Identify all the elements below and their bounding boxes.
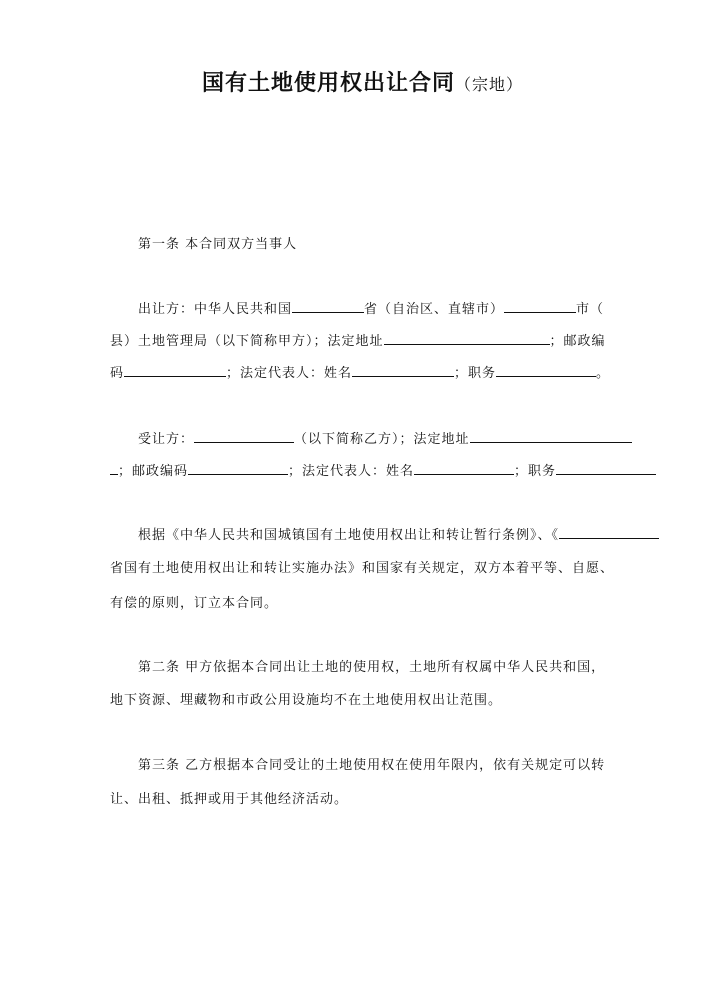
grantee-text-2c: ；职务 bbox=[514, 464, 557, 479]
grantor-text-2b: ；邮政编 bbox=[549, 334, 606, 349]
grantor-text-1c: 市（ bbox=[576, 302, 605, 317]
grantee-postcode-blank bbox=[188, 463, 288, 475]
article3-line-1: 第三条 乙方根据本合同受让的土地使用权在使用年限内，依有关规定可以转 bbox=[138, 758, 606, 773]
grantee-address-blank-cont bbox=[110, 463, 118, 475]
grantor-text-3a: 码 bbox=[110, 366, 125, 381]
grantee-text-1a: 受让方： bbox=[138, 432, 195, 447]
grantor-text-1b: 省（自治区、直辖市） bbox=[364, 302, 505, 317]
grantor-line-2 bbox=[110, 330, 606, 349]
grantor-rep-name-blank bbox=[352, 365, 454, 377]
grantor-text-3c: ；职务 bbox=[454, 366, 497, 381]
grantor-address-blank bbox=[384, 333, 550, 345]
grantee-address-blank bbox=[470, 431, 632, 443]
province-blank bbox=[292, 301, 364, 313]
grantee-rep-name-blank bbox=[414, 463, 514, 475]
article2-line-2: 地下资源、埋藏物和市政公用设施均不在土地使用权出让范围。 bbox=[110, 693, 503, 708]
grantor-text-2a: 县）土地管理局（以下简称甲方）；法定地址 bbox=[110, 334, 384, 349]
grantee-position-blank bbox=[556, 463, 656, 475]
grantor-text-3b: ；法定代表人：姓名 bbox=[226, 366, 353, 381]
grantee-text-1b: （以下简称乙方）；法定地址 bbox=[294, 432, 470, 447]
title-sub: （宗地） bbox=[455, 75, 524, 94]
grantee-name-blank bbox=[194, 431, 294, 443]
city-blank bbox=[504, 301, 576, 313]
article3-line-2: 让、出租、抵押或用于其他经济活动。 bbox=[110, 792, 349, 807]
title-main: 国有土地使用权出让合同 bbox=[201, 71, 455, 96]
grantor-line-3 bbox=[110, 362, 610, 381]
document-title bbox=[0, 66, 725, 97]
grantee-line-1 bbox=[138, 428, 632, 447]
grantor-postcode-blank bbox=[124, 365, 226, 377]
province-regulation-blank bbox=[559, 527, 659, 539]
basis-line-3: 有偿的原则，订立本合同。 bbox=[110, 596, 279, 611]
article2-line-1: 第二条 甲方依据本合同出让土地的使用权，土地所有权属中华人民共和国， bbox=[138, 660, 606, 675]
grantee-line-2 bbox=[110, 460, 656, 479]
grantee-text-2a: ；邮政编码 bbox=[118, 464, 189, 479]
basis-text-1a: 根据《中华人民共和国城镇国有土地使用权出让和转让暂行条例》、《 bbox=[138, 528, 560, 543]
basis-line-1 bbox=[138, 524, 659, 543]
grantee-text-2b: ；法定代表人：姓名 bbox=[288, 464, 415, 479]
basis-line-2: 省国有土地使用权出让和转让实施办法》和国家有关规定，双方本着平等、自愿、 bbox=[110, 561, 615, 576]
grantor-position-blank bbox=[496, 365, 596, 377]
grantor-text-3d: 。 bbox=[596, 366, 611, 381]
grantor-text-1a: 出让方：中华人民共和国 bbox=[138, 302, 293, 317]
grantor-line-1 bbox=[138, 298, 604, 317]
article1-heading: 第一条 本合同双方当事人 bbox=[138, 237, 298, 252]
